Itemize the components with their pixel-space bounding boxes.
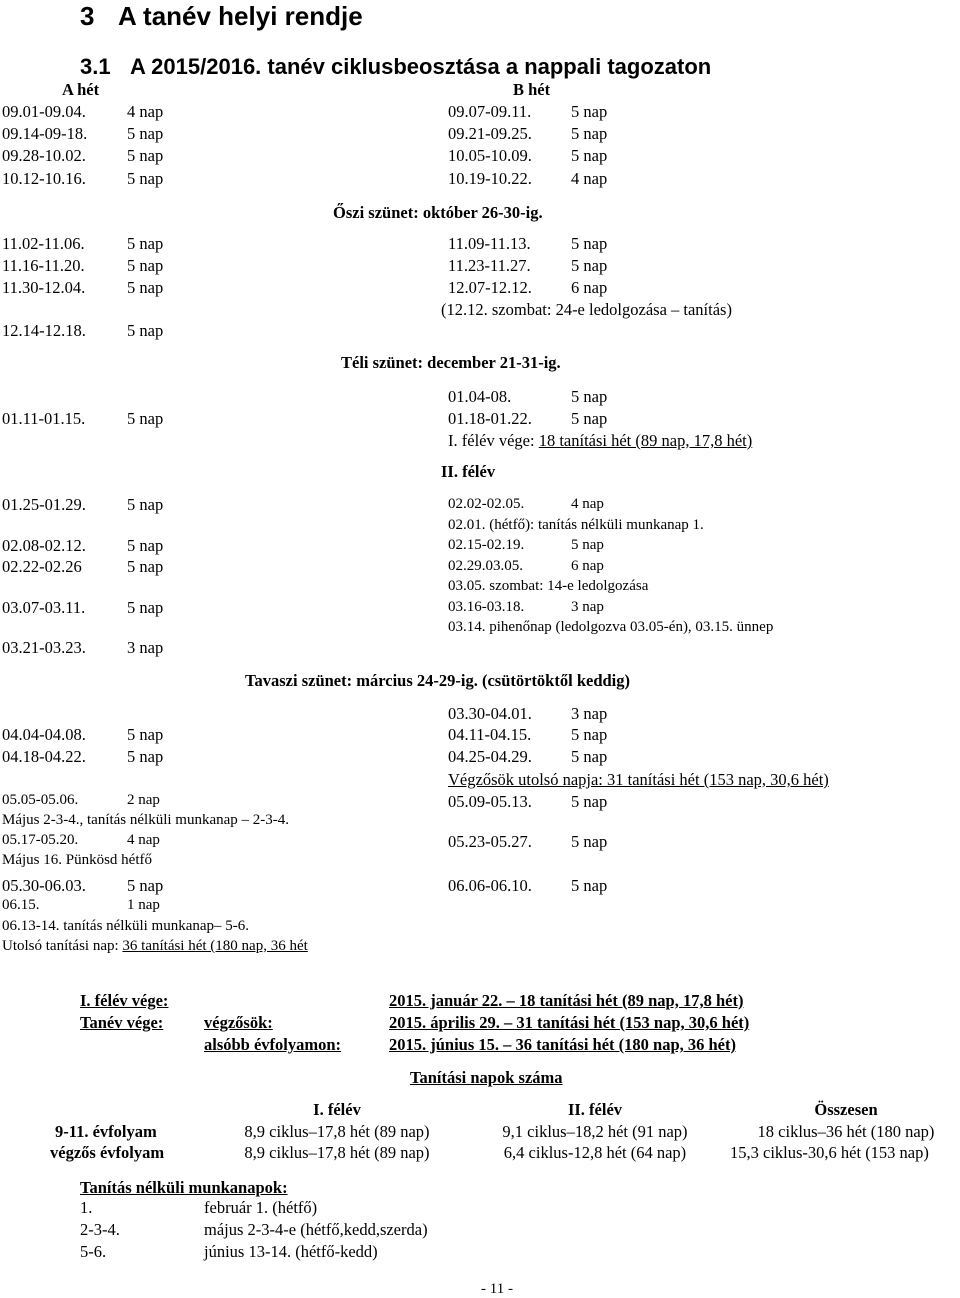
b-week-date: 04.11-04.15. [448,725,532,744]
a-week-date: 03.21-03.23. [2,638,86,657]
b-week-date: 09.07-09.11. [448,102,532,121]
b-week-days: 5 nap [571,234,608,253]
a-week-days: 5 nap [127,234,164,253]
autumn-break: Őszi szünet: október 26-30-ig. [333,203,543,222]
b-week-days: 4 nap [571,169,608,188]
a-week-days: 5 nap [127,876,164,895]
nonteaching-date: június 13-14. (hétfő-kedd) [204,1242,378,1261]
a-week-date: 03.07-03.11. [2,598,86,617]
a-week-date: 04.04-04.08. [2,725,86,744]
b-week-date: 04.25-04.29. [448,747,532,766]
a-week-days: 5 nap [127,278,164,297]
b-week-days: 5 nap [571,747,608,766]
a-week-days: 5 nap [127,495,164,514]
b-week-date: 05.23-05.27. [448,832,532,851]
b-week-days: 4 nap [571,496,604,512]
days-table-row-label: 9-11. évfolyam [55,1122,157,1141]
days-table-cell: 8,9 ciklus–17,8 hét (89 nap) [244,1122,430,1141]
summary-sem1-label: I. félév vége: [80,991,169,1010]
a-week-days: 5 nap [127,169,164,188]
nonteaching-index: 5-6. [80,1242,107,1261]
b-week-days: 5 nap [571,387,608,406]
a-week-date: 05.17-05.20. [2,832,79,848]
graduates-last-day: Végzősök utolsó napja: 31 tanítási hét (153 nap, 30,6 hét) [448,770,829,789]
a-week-date: 01.11-01.15. [2,409,86,428]
nonteaching-title: Tanítás nélküli munkanapok: [80,1178,288,1197]
b-week-days: 3 nap [571,599,604,615]
b-week-days: 5 nap [571,124,608,143]
days-table-cell: 9,1 ciklus–18,2 hét (91 nap) [502,1122,688,1141]
days-table-cell: 8,9 ciklus–17,8 hét (89 nap) [244,1143,430,1162]
days-table-row-label: végzős évfolyam [50,1143,165,1162]
a-week-date: 09.28-10.02. [2,146,86,165]
b-week-date: 02.15-02.19. [448,537,525,553]
semester1-end-note [448,433,752,450]
b-week-days: 6 nap [571,278,608,297]
subsection-number: 3.1 [80,54,111,79]
winter-break: Téli szünet: december 21-31-ig. [341,353,561,372]
b-week-date: 05.09-05.13. [448,792,532,811]
b-week-date: 03.16-03.18. [448,599,525,615]
last-teaching-day [2,939,308,954]
note-0314: 03.14. pihenőnap (ledolgozva 03.05-én), 03.15. ünnep [448,619,774,635]
b-week-date: 06.06-06.10. [448,876,532,895]
a-week-days: 5 nap [127,557,164,576]
a-week-date: 04.18-04.22. [2,747,86,766]
b-week-days: 5 nap [571,832,608,851]
a-week-days: 3 nap [127,638,164,657]
b-week-days: 5 nap [571,409,608,428]
b-week-days: 5 nap [571,725,608,744]
a-week-days: 5 nap [127,747,164,766]
summary-lower-value: 2015. június 15. – 36 tanítási hét (180 nap, 36 hét) [389,1035,736,1054]
saturday-note: (12.12. szombat: 24-e ledolgozása – tanítás) [441,300,732,319]
a-week-date: 01.25-01.29. [2,495,86,514]
summary-lower-label: alsóbb évfolyamon: [204,1035,342,1054]
a-week-days: 5 nap [127,256,164,275]
a-week-heading: A hét [62,80,100,99]
a-week-date: 10.12-10.16. [2,169,86,188]
nonteaching-date: február 1. (hétfő) [204,1198,318,1217]
a-week-date: 11.30-12.04. [2,278,86,297]
section-number: 3 [80,1,95,31]
b-week-date: 10.19-10.22. [448,169,532,188]
last-day-prefix: Utolsó tanítási nap: [2,938,123,954]
days-table-title: Tanítási napok száma [410,1068,563,1087]
whit-monday-note: Május 16. Pünkösd hétfő [2,852,152,868]
a-week-days: 5 nap [127,725,164,744]
a-week-date: 11.02-11.06. [2,234,85,253]
a-week-days: 5 nap [127,536,164,555]
a-week-date: 05.30-06.03. [2,876,86,895]
b-week-date: 11.09-11.13. [448,234,531,253]
a-week-days: 5 nap [127,409,164,428]
days-table-cell: 15,3 ciklus-30,6 hét (153 nap) [730,1143,929,1162]
a-week-days: 5 nap [127,321,164,340]
a-week-date: 02.08-02.12. [2,536,86,555]
b-week-days: 5 nap [571,537,604,553]
nonteaching-date: május 2-3-4-e (hétfő,kedd,szerda) [204,1220,428,1239]
subsection-title: A 2015/2016. tanév ciklusbeosztása a nappali tagozaton [130,54,712,79]
days-table-cell: 6,4 ciklus-12,8 hét (64 nap) [503,1143,687,1162]
b-week-date: 03.30-04.01. [448,704,532,723]
summary-year-label: Tanév vége: [80,1013,164,1032]
page-number: - 11 - [481,1281,513,1297]
b-week-date: 09.21-09.25. [448,124,532,143]
days-table-header: Összesen [814,1100,878,1119]
a-week-days: 4 nap [127,832,160,848]
nonteaching-index: 1. [80,1198,93,1217]
note-0305: 03.05. szombat: 14-e ledolgozása [448,578,649,594]
a-week-date: 09.14-09-18. [2,124,88,143]
section-title: A tanév helyi rendje [118,1,363,31]
may-note: Május 2-3-4., tanítás nélküli munkanap – 2-3-4. [2,812,290,828]
b-week-days: 5 nap [571,102,608,121]
b-week-date: 01.04-08. [448,387,512,406]
summary-graduates-label: végzősök: [204,1013,273,1032]
b-week-days: 5 nap [571,146,608,165]
b-week-days: 5 nap [571,876,608,895]
days-table-header: II. félév [567,1100,623,1119]
b-week-days: 3 nap [571,704,608,723]
last-day-detail: 36 tanítási hét (180 nap, 36 hét [122,938,308,954]
a-week-date: 02.22-02.26 [2,557,82,576]
b-week-days: 5 nap [571,792,608,811]
days-table-cell: 18 ciklus–36 hét (180 nap) [757,1122,935,1141]
a-week-date: 06.15. [2,897,40,913]
a-week-date: 11.16-11.20. [2,256,85,275]
days-table-header: I. félév [313,1100,361,1119]
b-week-heading: B hét [513,80,551,99]
b-week-date: 02.02-02.05. [448,496,525,512]
b-week-date: 02.29.03.05. [448,558,523,574]
b-week-days: 5 nap [571,256,608,275]
a-week-days: 5 nap [127,146,164,165]
a-week-days: 5 nap [127,598,164,617]
a-week-date: 12.14-12.18. [2,321,86,340]
b-week-date: 11.23-11.27. [448,256,531,275]
b-week-days: 6 nap [571,558,604,574]
semester2-label: II. félév [441,462,496,481]
b-week-date: 10.05-10.09. [448,146,532,165]
a-week-days: 4 nap [127,102,164,121]
summary-sem1-value: 2015. január 22. – 18 tanítási hét (89 nap, 17,8 hét) [389,991,744,1010]
b-week-date: 01.18-01.22. [448,409,532,428]
summary-graduates-value: 2015. április 29. – 31 tanítási hét (153 nap, 30,6 hét) [389,1013,750,1032]
a-week-date: 05.05-05.06. [2,792,79,808]
a-week-date: 09.01-09.04. [2,102,86,121]
spring-break: Tavaszi szünet: március 24-29-ig. (csütörtöktől keddig) [245,671,630,690]
a-week-days: 5 nap [127,124,164,143]
b-week-date: 12.07-12.12. [448,278,532,297]
semester1-end-prefix: I. félév vége: [448,431,539,450]
a-week-days: 2 nap [127,792,160,808]
a-week-days: 1 nap [127,897,160,913]
note-0201: 02.01. (hétfő): tanítás nélküli munkanap 1. [448,517,704,533]
june-note: 06.13-14. tanítás nélküli munkanap– 5-6. [2,918,250,934]
nonteaching-index: 2-3-4. [80,1220,120,1239]
semester1-end-detail: 18 tanítási hét (89 nap, 17,8 hét) [538,431,753,450]
